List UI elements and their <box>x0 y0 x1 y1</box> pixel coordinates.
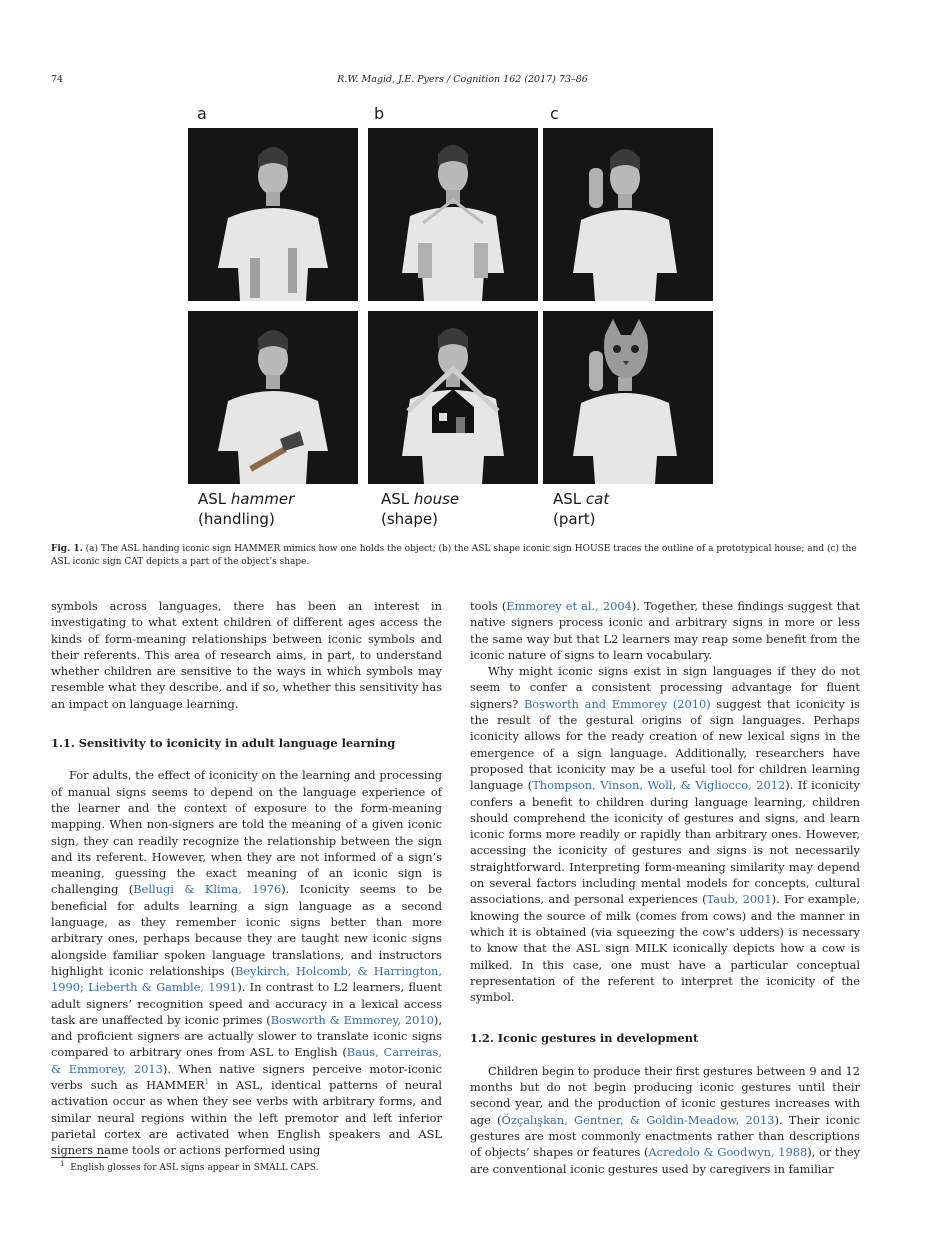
figure-caption: Fig. 1. (a) The ASL handing iconic sign HAMMER mimics how one holds the object; (b) the ASL shape iconic sign HOUSE traces the outline of a prototypical house; and (c) the ASL iconic sign CAT depicts a part of the object’s shape. <box>51 544 857 567</box>
caption-cat: ASL cat (part) <box>553 490 610 528</box>
paragraph: Why might iconic signs exist in sign languages if they do not seem to confer a consistent processing advantage for fluent signers? Bosworth and Emmorey (2010) suggest that iconicity is the result of the gestural origins of sign languages. Perhaps iconicity allows for the ready creation of new lexical signs in the emergence of a sign language. Additionally, researchers have proposed that iconicity may be a useful tool for children learning language (Thompson, Vinson, Woll, & Vigliocco, 2012). If iconicity confers a benefit to children during language learning, children should comprehend the iconicity of gestures and signs, and learn iconic forms more readily or rapidly than arbitrary ones. However, accessing the iconicity of gestures and signs is not necessarily straightforward. Interpreting form-meaning similarity may depend on several factors including mental models for concepts, cultural associations, and personal experiences (Taub, 2001). For example, knowing the source of milk (comes from cows) and the manner in which it is obtained (via squeezing the cow’s udders) is necessary to know that the ASL sign MILK iconically depicts how a cow is milked. In this case, one must have a particular conceptual representation of the referent to interpret the iconicity of the symbol. <box>470 664 860 1005</box>
panel-letter-c: c <box>550 104 559 123</box>
citation-link[interactable]: Bellugi & Klima, 1976 <box>133 882 282 897</box>
photo-hammer-sign <box>188 128 358 301</box>
citation-link[interactable]: Baus, Carreiras, & Emmorey, 2013 <box>51 1045 442 1076</box>
photo-hammer-overlay <box>188 311 358 484</box>
footnote-divider <box>51 1157 108 1158</box>
photo-cat-sign <box>543 128 713 301</box>
photo-cat-overlay <box>543 311 713 484</box>
paragraph: For adults, the effect of iconicity on the learning and processing of manual signs seems to depend on the language experience of the learner and the context of exposure to the form-meaning mapping. When non-signers are told the meaning of a given iconic sign, they can readily recognize the relationship between the sign and its referent. However, when they are not informed of a sign’s meaning, guessing the exact meaning of an iconic sign is challenging (Bellugi & Klima, 1976). Iconicity seems to be beneficial for adults learning a sign language as a second language, as they remember iconic signs better than more arbitrary ones, perhaps because they are taught new iconic signs alongside familiar spoken language translations, and instructors highlight iconic relationships (Beykirch, Holcomb, & Harrington, 1990; Lieberth & Gamble, 1991). In contrast to L2 learners, fluent adult signers’ recognition speed and accuracy in a lexical access task are unaffected by iconic primes (Bosworth & Emmorey, 2010), and proficient signers are actually slower to translate iconic signs compared to arbitrary ones from ASL to English (Baus, Carreiras, & Emmorey, 2013). When native signers perceive motor-iconic verbs such as HAMMER$^1$ in ASL, identical patterns of neural activation occur as when they see verbs with arbitrary forms, and similar neural regions within the left premotor and left inferior parietal cortex are activated when English speakers and ASL signers name tools or actions performed using <box>51 768 443 1158</box>
paragraph: tools (Emmorey et al., 2004). Together, these findings suggest that native signers process iconic and arbitrary signs in more or less the same way but that L2 learners may reap some benefit from the iconic nature of signs to learn vocabulary. <box>470 599 860 662</box>
citation-link[interactable]: Acredolo & Goodwyn, 1988 <box>648 1145 808 1160</box>
paragraph: symbols across languages, there has been an interest in investigating to what extent children of different ages access the kinds of form-meaning relationships between iconic symbols and their referents. This area of research aims, in part, to understand whether children are sensitive to the ways in which symbols may resemble what they describe, and if so, whether this sensitivity has an impact on language learning. <box>51 599 442 711</box>
panel-letter-a: a <box>197 104 207 123</box>
footnote-number: 1 <box>60 1160 65 1168</box>
page-number: 74 <box>51 74 64 85</box>
citation-link[interactable]: Özçalışkan, Gentner, & Goldin-Meadow, 2013 <box>501 1112 775 1127</box>
footnote-marker[interactable]: 1 <box>204 1078 210 1087</box>
figure-label: Fig. 1. <box>51 544 83 554</box>
citation-link[interactable]: Taub, 2001 <box>706 892 772 907</box>
section-heading-1-2: 1.2. Iconic gestures in development <box>470 1031 699 1046</box>
left-column <box>51 598 442 1159</box>
section-heading-1-1: 1.1. Sensitivity to iconicity in adult language learning <box>51 736 396 751</box>
photo-house-sign <box>368 128 538 301</box>
citation-link[interactable]: Bosworth and Emmorey (2010) <box>523 696 711 711</box>
paragraph: Children begin to produce their first gestures between 9 and 12 months but do not begin producing iconic gestures until their second year, and the production of iconic gestures increases with age (Özçalışkan, Gentner, & Goldin-Meadow, 2013). Their iconic gestures are most commonly enactments rather than descriptions of objects’ shapes or features (Acredolo & Goodwyn, 1988), or they are conventional iconic gestures used by caregivers in familiar <box>470 1063 861 1176</box>
citation-link[interactable]: Thompson, Vinson, Woll, & Vigliocco, 2012 <box>532 778 786 793</box>
journal-citation: R.W. Magid, J.E. Pyers / Cognition 162 (2017) 73–86 <box>337 74 588 85</box>
footnote: $^1$ English glosses for ASL signs appear in SMALL CAPS. <box>60 1160 319 1173</box>
panel-letter-b: b <box>374 104 385 123</box>
citation-link[interactable]: Emmorey et al., 2004 <box>506 599 632 613</box>
citation-link[interactable]: Bosworth & Emmorey, 2010 <box>270 1012 434 1027</box>
caption-hammer: ASL hammer (handling) <box>198 490 295 528</box>
right-column <box>470 598 860 1177</box>
caption-house: ASL house (shape) <box>381 490 460 528</box>
photo-house-overlay <box>368 311 538 484</box>
citation-link[interactable]: Beykirch, Holcomb, & Harrington, 1990; Lieberth & Gamble, 1991 <box>51 963 442 995</box>
